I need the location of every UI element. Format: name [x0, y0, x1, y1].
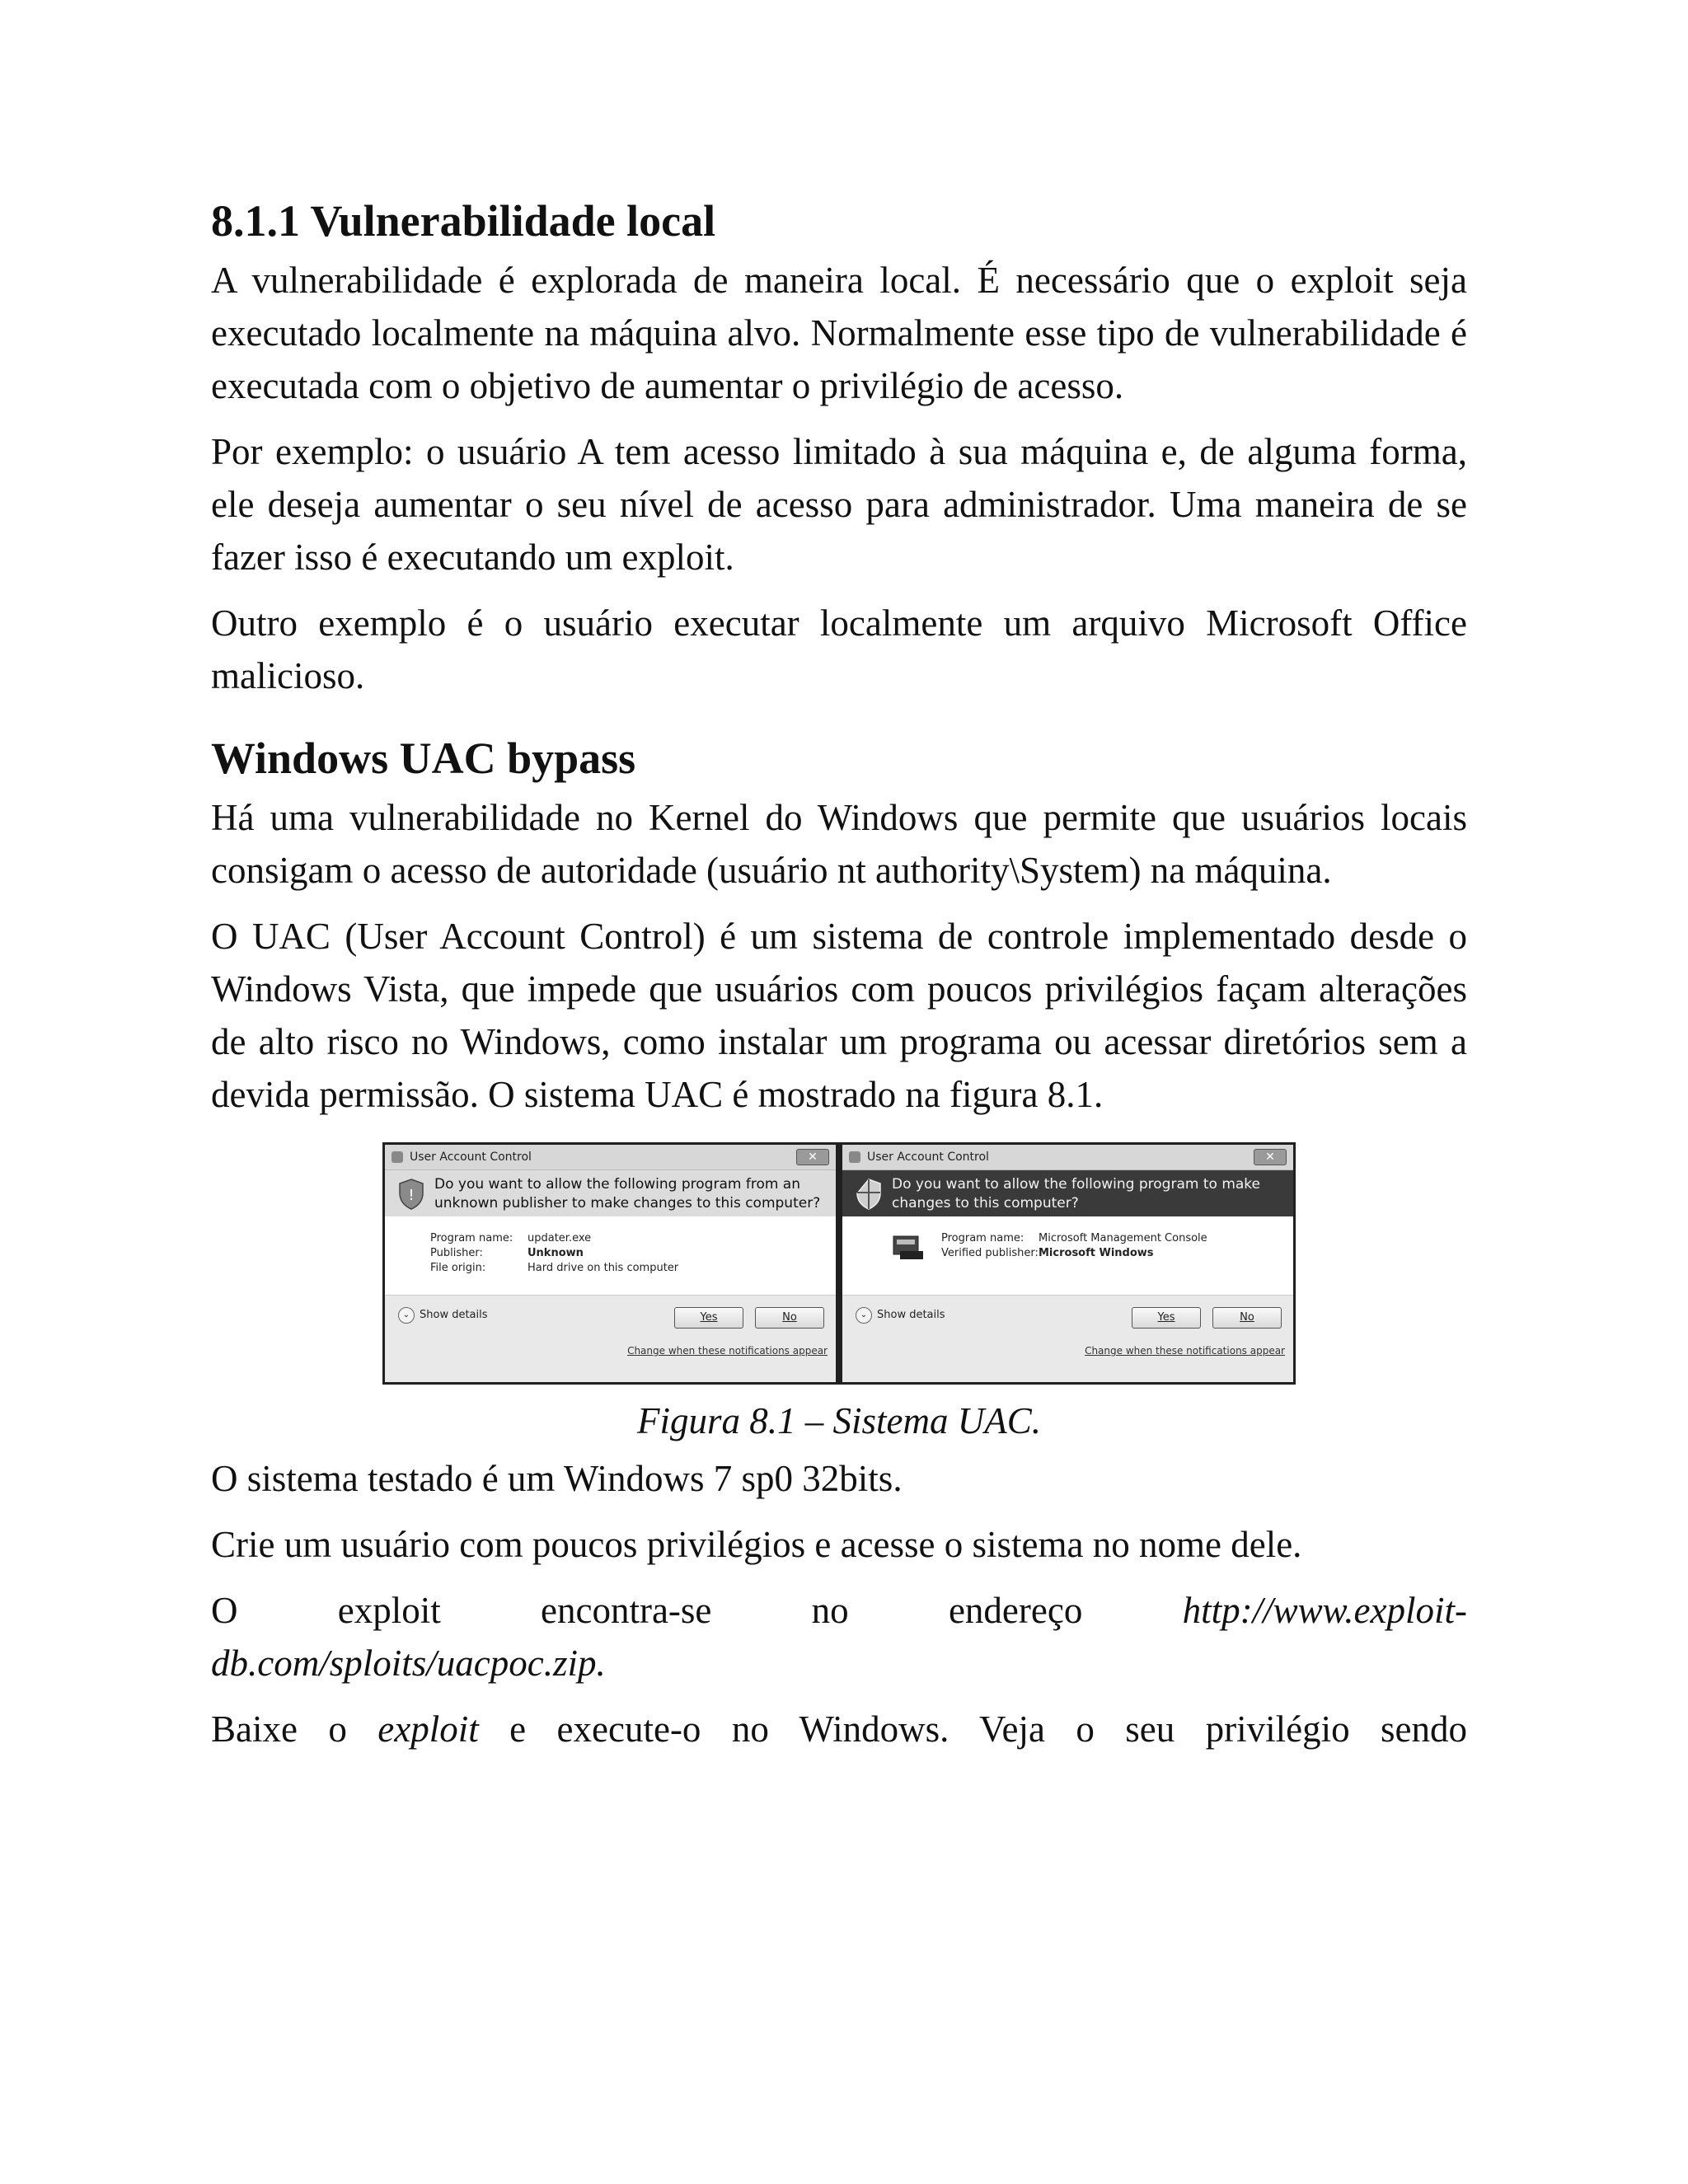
- notification-settings-link[interactable]: Change when these notifications appear: [1085, 1345, 1285, 1357]
- detail-label: Program name:: [941, 1232, 1025, 1244]
- exploit-url-part1[interactable]: http://www.exploit-: [1182, 1590, 1467, 1631]
- dialog-question: Do you want to allow the following program from an unknown publisher to make changes to this computer?: [434, 1176, 821, 1212]
- close-button[interactable]: ✕: [1254, 1149, 1287, 1165]
- show-details-label: Show details: [420, 1309, 488, 1321]
- detail-label: Verified publisher:: [941, 1247, 1039, 1259]
- svg-text:!: !: [408, 1187, 415, 1204]
- console-icon: [892, 1233, 925, 1261]
- detail-label: Program name:: [430, 1232, 513, 1244]
- detail-value: Hard drive on this computer: [528, 1262, 679, 1274]
- detail-row: [430, 1246, 836, 1261]
- yes-button[interactable]: Yes: [674, 1307, 743, 1329]
- detail-label: Publisher:: [430, 1247, 483, 1259]
- chevron-down-icon: ⌄: [398, 1307, 415, 1324]
- chevron-down-icon: ⌄: [856, 1307, 872, 1324]
- close-button[interactable]: ✕: [796, 1149, 829, 1165]
- detail-value: Microsoft Windows: [1039, 1247, 1154, 1259]
- yes-button[interactable]: Yes: [1132, 1307, 1201, 1329]
- detail-value: updater.exe: [528, 1232, 592, 1244]
- paragraph: [211, 1637, 1467, 1690]
- detail-label: File origin:: [430, 1262, 486, 1274]
- shield-icon: [398, 1179, 424, 1210]
- detail-row: [430, 1231, 836, 1246]
- detail-row: [430, 1261, 836, 1276]
- paragraph: [211, 1703, 1467, 1755]
- uac-app-icon: [392, 1151, 403, 1163]
- text-run: Baixe o: [211, 1708, 378, 1750]
- no-button[interactable]: No: [755, 1307, 824, 1329]
- dialog-question: Do you want to allow the following program to make changes to this computer?: [892, 1176, 1260, 1212]
- dialog-title: User Account Control: [410, 1151, 532, 1164]
- word: encontra-se: [541, 1590, 712, 1631]
- subsection-heading: Windows UAC bypass: [211, 733, 636, 783]
- detail-value: Unknown: [528, 1247, 584, 1259]
- paragraph: Há uma vulnerabilidade no Kernel do Windows que permite que usuários locais consigam o acesso de autoridade (usuário nt authority\System) na máquina.: [211, 797, 1467, 891]
- emphasis: exploit: [377, 1708, 479, 1750]
- uac-dialog-verified-publisher: [842, 1145, 1293, 1382]
- figure: [211, 1142, 1467, 1385]
- paragraph: O UAC (User Account Control) é um sistema de controle implementado desde o Windows Vista, que impede que usuários com poucos privilégios façam alterações de alto risco no Windows, como instalar um programa ou acessar diretórios sem a devida permissão. O sistema UAC é mostrado na figura 8.1.: [211, 916, 1467, 1115]
- show-details-toggle[interactable]: [398, 1307, 488, 1324]
- dialog-banner: [842, 1170, 1293, 1216]
- document-page: [211, 194, 1467, 1755]
- show-details-toggle[interactable]: [856, 1307, 945, 1324]
- no-button[interactable]: No: [1212, 1307, 1282, 1329]
- dialog-banner: [385, 1170, 836, 1216]
- detail-row: [941, 1246, 1293, 1261]
- dialog-details: [842, 1216, 1293, 1296]
- paragraph: O sistema testado é um Windows 7 sp0 32bits.: [211, 1458, 903, 1499]
- section-heading: 8.1.1 Vulnerabilidade local: [211, 196, 716, 246]
- paragraph: A vulnerabilidade é explorada de maneira local. É necessário que o exploit seja executado localmente na máquina alvo. Normalmente esse tipo de vulnerabilidade é executada com o objetivo de aumentar o privilégio de acesso.: [211, 260, 1467, 406]
- show-details-label: Show details: [877, 1309, 945, 1321]
- exploit-url-part2[interactable]: db.com/sploits/uacpoc.zip.: [211, 1643, 606, 1684]
- dialog-footer: [842, 1296, 1293, 1361]
- dialog-titlebar: [385, 1145, 836, 1170]
- word: exploit: [337, 1590, 441, 1631]
- detail-row: [941, 1231, 1293, 1246]
- paragraph: Crie um usuário com poucos privilégios e acesse o sistema no nome dele.: [211, 1524, 1302, 1565]
- shield-icon: [856, 1179, 882, 1210]
- paragraph: Por exemplo: o usuário A tem acesso limitado à sua máquina e, de alguma forma, ele deseja aumentar o seu nível de acesso para administrador. Uma maneira de se fazer isso é executando um exploit.: [211, 431, 1467, 578]
- notification-settings-link[interactable]: Change when these notifications appear: [627, 1345, 828, 1357]
- dialog-title: User Account Control: [867, 1151, 989, 1164]
- figure-caption: Figura 8.1 – Sistema UAC.: [637, 1400, 1041, 1441]
- dialog-titlebar: [842, 1145, 1293, 1170]
- paragraph: Outro exemplo é o usuário executar localmente um arquivo Microsoft Office malicioso.: [211, 602, 1467, 696]
- word: no: [811, 1590, 849, 1631]
- detail-value: Microsoft Management Console: [1039, 1232, 1207, 1244]
- dialog-footer: [385, 1296, 836, 1361]
- uac-app-icon: [849, 1151, 860, 1163]
- word: endereço: [948, 1590, 1083, 1631]
- dialog-details: [385, 1216, 836, 1296]
- text-run: e execute-o no Windows. Veja o seu privilégio sendo: [478, 1708, 1468, 1750]
- uac-dialog-unknown-publisher: [385, 1145, 836, 1382]
- word: O: [211, 1590, 238, 1631]
- exploit-address-line: [211, 1584, 1467, 1637]
- uac-screenshot: [382, 1142, 1296, 1385]
